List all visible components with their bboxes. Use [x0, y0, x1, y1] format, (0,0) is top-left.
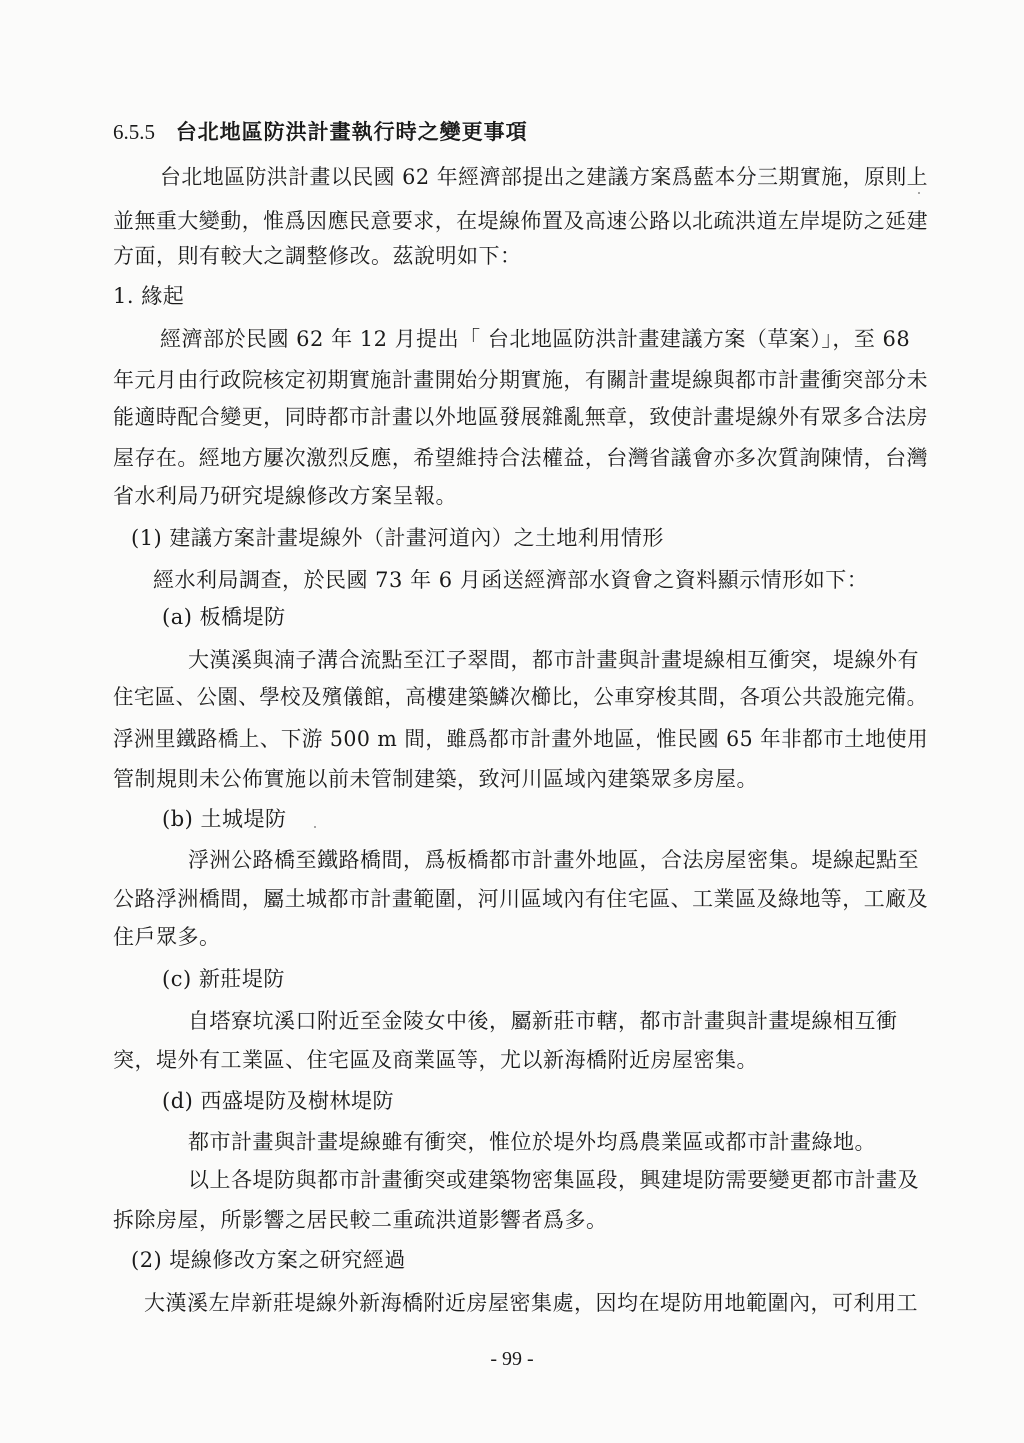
- section-title: 台北地區防洪計畫執行時之變更事項: [175, 120, 528, 144]
- text-line: 經水利局調查，於民國 73 年 6 月函送經濟部水資會之資料顯示情形如下：: [153, 568, 869, 592]
- text-line: 住戶眾多。: [113, 925, 221, 949]
- section-number: 6.5.5: [113, 120, 155, 144]
- scan-speck: [314, 826, 316, 828]
- text-line: 台北地區防洪計畫以民國 62 年經濟部提出之建議方案爲藍本分三期實施，原則上: [160, 165, 929, 189]
- scan-speck: [918, 192, 920, 194]
- text-line: 管制規則未公佈實施以前未管制建築，致河川區域內建築眾多房屋。: [113, 767, 758, 791]
- text-line: 自塔寮坑溪口附近至金陵女中後，屬新莊市轄，都市計畫與計畫堤線相互衝: [188, 1009, 898, 1033]
- item-heading: (d) 西盛堤防及樹林堤防: [162, 1089, 395, 1113]
- text-line: 拆除房屋，所影響之居民較二重疏洪道影響者爲多。: [113, 1208, 608, 1232]
- item-heading: (c) 新莊堤防: [162, 967, 285, 991]
- subsection-heading: (1) 建議方案計畫堤線外（計畫河道內）之土地利用情形: [131, 526, 664, 550]
- text-line: 都市計畫與計畫堤線雖有衝突，惟位於堤外均爲農業區或都市計畫綠地。: [188, 1130, 876, 1154]
- text-line: 並無重大變動，惟爲因應民意要求，在堤線佈置及高速公路以北疏洪道左岸堤防之延建: [113, 209, 929, 233]
- text-line: 大漢溪與湳子溝合流點至江子翠間，都市計畫與計畫堤線相互衝突，堤線外有: [188, 648, 919, 672]
- page-number: - 99 -: [490, 1348, 534, 1370]
- text-line: 屋存在。經地方屢次激烈反應，希望維持合法權益，台灣省議會亦多次質詢陳情，台灣: [113, 446, 929, 470]
- subsection-heading: (2) 堤線修改方案之研究經過: [131, 1248, 406, 1272]
- text-line: 以上各堤防與都市計畫衝突或建築物密集區段，興建堤防需要變更都市計畫及: [188, 1168, 919, 1192]
- text-line: 浮洲公路橋至鐵路橋間，爲板橋都市計畫外地區，合法房屋密集。堤線起點至: [188, 848, 919, 872]
- text-line: 大漢溪左岸新莊堤線外新海橋附近房屋密集處，因均在堤防用地範圍內，可利用工: [144, 1291, 918, 1315]
- text-line: 住宅區、公園、學校及殯儀館，高樓建築鱗次櫛比，公車穿梭其間，各項公共設施完備。: [113, 685, 928, 709]
- text-line: 公路浮洲橋間，屬土城都市計畫範圍，河川區域內有住宅區、工業區及綠地等，工廠及: [113, 887, 929, 911]
- list-heading: 1. 緣起: [113, 284, 185, 308]
- item-heading: (a) 板橋堤防: [162, 605, 286, 629]
- text-line: 方面，則有較大之調整修改。茲說明如下：: [113, 244, 522, 268]
- text-line: 能適時配合變更，同時都市計畫以外地區發展雜亂無章，致使計畫堤線外有眾多合法房: [113, 405, 929, 429]
- text-line: 浮洲里鐵路橋上、下游 500 m 間，雖爲都市計畫外地區，惟民國 65 年非都市土地使用: [113, 727, 929, 751]
- text-line: 經濟部於民國 62 年 12 月提出「 台北地區防洪計畫建議方案（草案）」，至 68: [160, 327, 911, 351]
- text-line: 突，堤外有工業區、住宅區及商業區等，尤以新海橋附近房屋密集。: [113, 1048, 758, 1072]
- text-line: 年元月由行政院核定初期實施計畫開始分期實施，有關計畫堤線與都市計畫衝突部分未: [113, 368, 929, 392]
- text-line: 省水利局乃研究堤線修改方案呈報。: [113, 484, 457, 508]
- item-heading: (b) 土城堤防: [162, 807, 287, 831]
- section-heading: [113, 118, 528, 146]
